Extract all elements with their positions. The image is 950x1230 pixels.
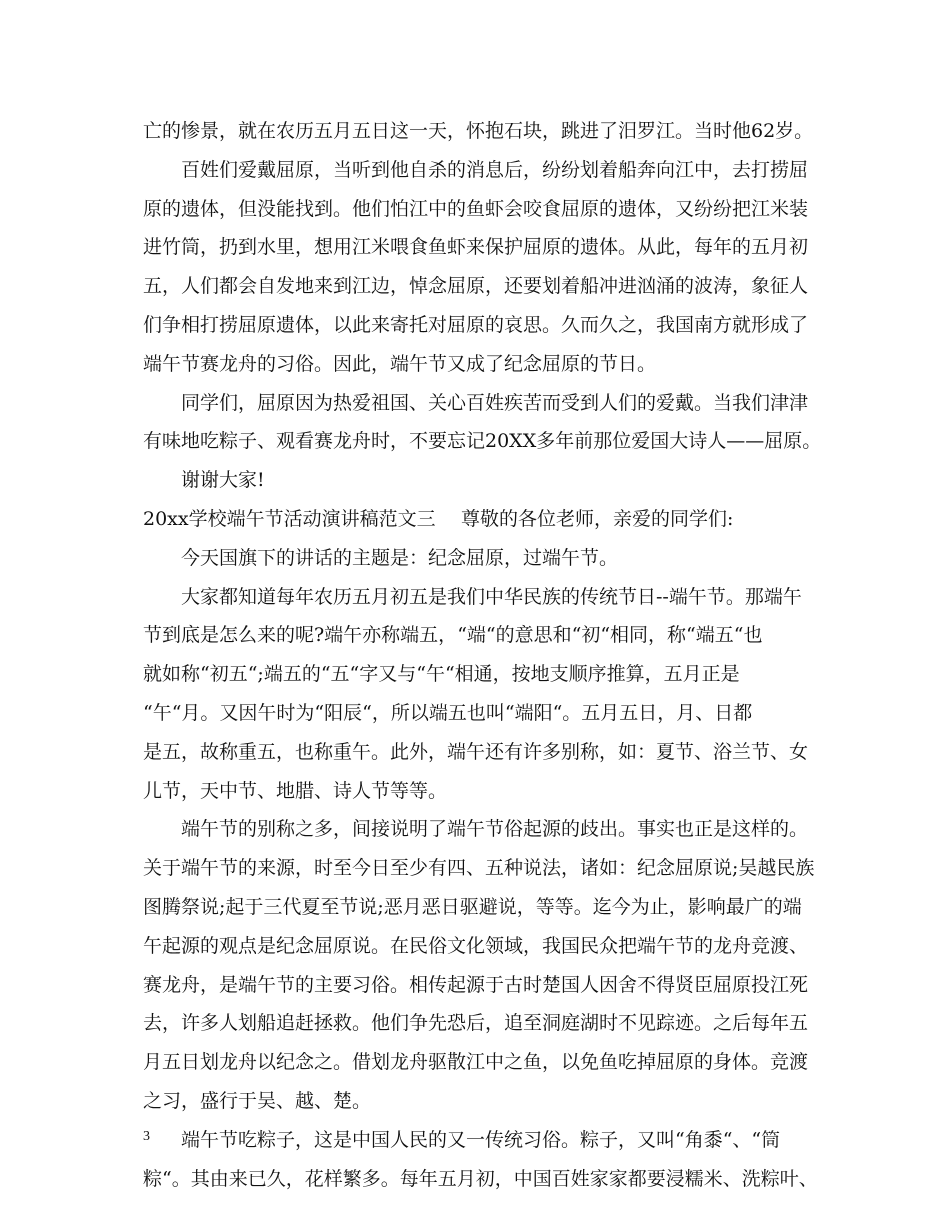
text-line: 五，人们都会自发地来到江边，悼念屈原，还要划着船冲进汹涌的波涛，象征人 — [143, 275, 809, 298]
text-line: 午起源的观点是纪念屈原说。在民俗文化领域，我国民众把端午节的龙舟竞渡、 — [143, 934, 809, 957]
text-line: 关于端午节的来源，时至今日至少有四、五种说法，诸如：纪念屈原说;吴越民族 — [143, 857, 815, 880]
text-line: 原的遗体，但没能找到。他们怕江中的鱼虾会咬食屈原的遗体，又纷纷把江米装 — [143, 197, 809, 220]
text-line: 月五日划龙舟以纪念之。借划龙舟驱散江中之鱼，以免鱼吃掉屈原的身体。竞渡 — [143, 1051, 809, 1074]
text-line: 同学们，屈原因为热爱祖国、关心百姓疾苦而受到人们的爱戴。当我们津津 — [181, 391, 809, 414]
text-line: “午“月。又因午时为“阳辰“，所以端五也叫“端阳“。五月五日，月、日都 — [143, 701, 753, 724]
text-line: 今天国旗下的讲话的主题是：纪念屈原，过端午节。 — [181, 546, 619, 569]
text-line: 有味地吃粽子、观看赛龙舟时，不要忘记20XX多年前那位爱国大诗人——屈原。 — [143, 430, 822, 453]
text-line: 粽“。其由来已久，花样繁多。每年五月初，中国百姓家家都要浸糯米、洗粽叶、 — [143, 1167, 818, 1190]
text-line: 亡的惨景，就在农历五月五日这一天，怀抱石块，跳进了汨罗江。当时他62岁。 — [143, 120, 814, 142]
text-line: 百姓们爱戴屈原，当听到他自杀的消息后，纷纷划着船奔向江中，去打捞屈 — [181, 158, 809, 181]
text-line: 端午节的别称之多，间接说明了端午节俗起源的歧出。事实也正是这样的。 — [181, 818, 809, 841]
text-line: 端午节赛龙舟的习俗。因此，端午节又成了纪念屈原的节日。 — [143, 352, 657, 375]
text-line: 是五，故称重五，也称重午。此外，端午还有许多别称，如：夏节、浴兰节、女 — [143, 740, 809, 763]
text-line: 之习，盛行于吴、越、楚。 — [143, 1089, 372, 1112]
text-line: 进竹筒，扔到水里，想用江米喂食鱼虾来保护屈原的遗体。从此，每年的五月初 — [143, 236, 809, 259]
section-title: 20xx学校端午节活动演讲稿范文三 — [143, 507, 436, 530]
section-heading — [143, 500, 811, 539]
text-line: 赛龙舟，是端午节的主要习俗。相传起源于古时楚国人因舍不得贤臣屈原投江死 — [143, 973, 809, 996]
text-line: 就如称“初五“;端五的“五“字又与“午“相通，按地支顺序推算，五月正是 — [143, 663, 740, 686]
text-line: 们争相打捞屈原遗体，以此来寄托对屈原的哀思。久而久之，我国南方就形成了 — [143, 313, 809, 336]
text-line: 儿节，天中节、地腊、诗人节等等。 — [143, 779, 448, 802]
greeting: 尊敬的各位老师，亲爱的同学们: — [461, 507, 734, 530]
text-line: 节到底是怎么来的呢?端午亦称端五，“端“的意思和“初“相同，称“端五“也 — [143, 624, 763, 647]
text-line: 图腾祭说;起于三代夏至节说;恶月恶日驱避说，等等。迄今为止，影响最广的端 — [143, 895, 802, 918]
text-line: 谢谢大家! — [181, 469, 265, 492]
page-number: 3 — [143, 1129, 150, 1144]
text-line: 去，许多人划船追赶拯救。他们争先恐后，追至洞庭湖时不见踪迹。之后每年五 — [143, 1012, 809, 1035]
document-body — [143, 112, 822, 1198]
text-line: 端午节吃粽子，这是中国人民的又一传统习俗。粽子，又叫“角黍“、“筒 — [181, 1128, 781, 1151]
text-line: 大家都知道每年农历五月初五是我们中华民族的传统节日--端午节。那端午 — [181, 585, 802, 608]
